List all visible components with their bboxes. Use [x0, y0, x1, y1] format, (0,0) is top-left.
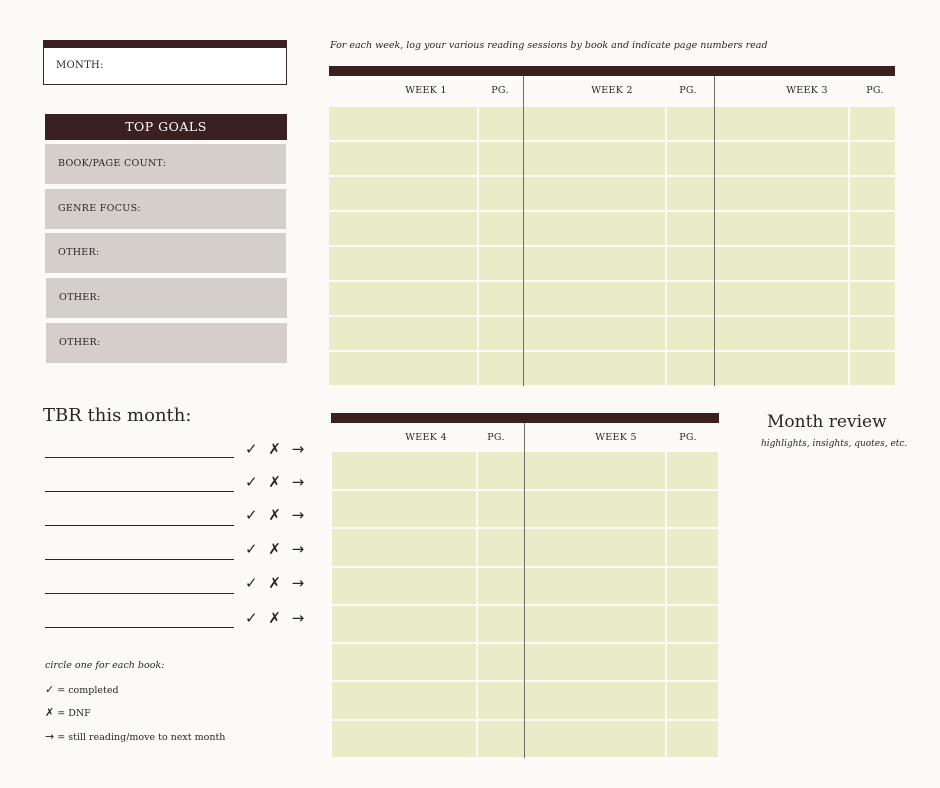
month-review-subtitle: highlights, insights, quotes, etc.	[761, 439, 908, 449]
table-bottom-bar	[331, 413, 719, 423]
tbr-status-marks-1[interactable]: ✓ ✗ →	[245, 440, 308, 458]
month-review-title: Month review	[767, 412, 887, 432]
goal-other-2[interactable]: OTHER:	[46, 278, 287, 318]
tbr-line-1[interactable]	[45, 457, 234, 458]
col-pg-5: PG.	[679, 432, 697, 443]
week-divider-1	[523, 76, 524, 386]
goal-book-page-count[interactable]: BOOK/PAGE COUNT:	[45, 144, 286, 184]
checkmark-icon: ✓	[45, 683, 55, 696]
tbr-status-marks-6[interactable]: ✓ ✗ →	[245, 609, 308, 627]
col-pg-2: PG.	[679, 85, 697, 96]
tbr-line-5[interactable]	[45, 593, 234, 594]
legend-dnf-text: = DNF	[54, 708, 91, 719]
legend-still-reading-text: = still reading/move to next month	[54, 732, 226, 743]
top-goals-header: TOP GOALS	[45, 114, 287, 140]
legend-still-reading	[45, 730, 225, 743]
month-field[interactable]	[43, 40, 287, 85]
week-divider-2	[714, 76, 715, 386]
instruction-text: For each week, log your various reading sessions by book and indicate page numbers read	[330, 40, 768, 51]
tbr-title: TBR this month:	[43, 405, 192, 426]
tbr-status-marks-3[interactable]: ✓ ✗ →	[245, 506, 308, 524]
tbr-status-marks-4[interactable]: ✓ ✗ →	[245, 540, 308, 558]
tbr-line-3[interactable]	[45, 525, 234, 526]
col-week-5: WEEK 5	[595, 432, 637, 443]
col-pg-4: PG.	[487, 432, 505, 443]
arrow-right-icon: →	[45, 730, 55, 743]
goal-other-1[interactable]: OTHER:	[45, 233, 286, 273]
col-week-4: WEEK 4	[405, 432, 447, 443]
tbr-status-marks-2[interactable]: ✓ ✗ →	[245, 473, 308, 491]
goal-genre-focus[interactable]: GENRE FOCUS:	[45, 189, 286, 229]
tbr-line-4[interactable]	[45, 559, 234, 560]
tbr-line-2[interactable]	[45, 491, 234, 492]
col-pg-1: PG.	[491, 85, 509, 96]
cross-icon: ✗	[45, 706, 55, 719]
col-week-2: WEEK 2	[591, 85, 633, 96]
col-pg-3: PG.	[866, 85, 884, 96]
goal-other-3[interactable]: OTHER:	[46, 323, 287, 363]
legend-dnf	[45, 706, 91, 719]
legend-completed	[45, 683, 119, 696]
col-week-1: WEEK 1	[405, 85, 447, 96]
tbr-line-6[interactable]	[45, 627, 234, 628]
tbr-status-marks-5[interactable]: ✓ ✗ →	[245, 574, 308, 592]
week-divider-3	[524, 423, 525, 758]
col-week-3: WEEK 3	[786, 85, 828, 96]
legend-completed-text: = completed	[54, 685, 119, 696]
legend-title: circle one for each book:	[45, 660, 165, 671]
month-label: MONTH:	[56, 60, 104, 71]
table-top-bar	[329, 66, 895, 76]
